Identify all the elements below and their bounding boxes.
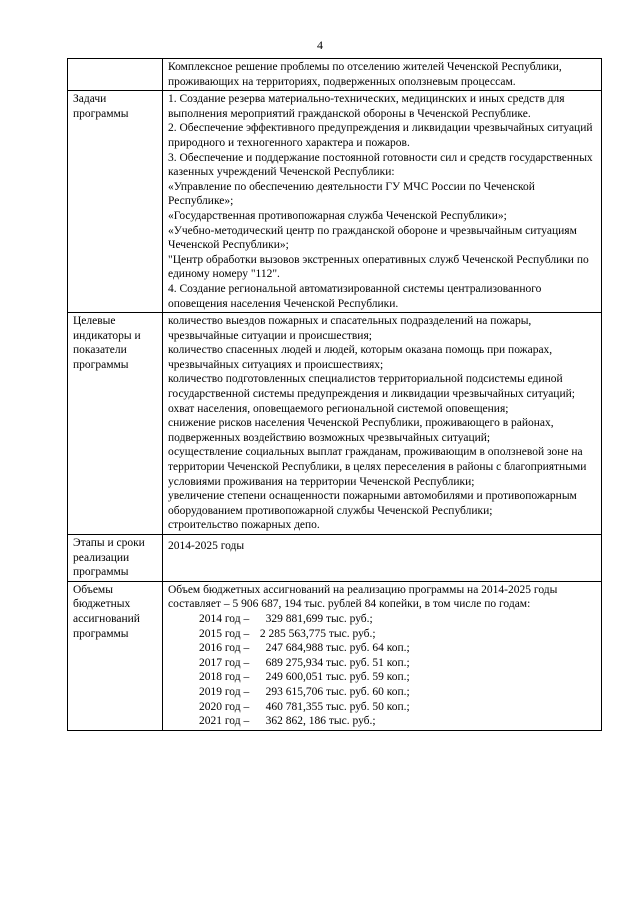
row-label-tasks: Задачи программы [68, 91, 163, 313]
budget-amount: 2 285 563,775 тыс. руб.; [257, 627, 376, 640]
budget-year: 2016 год – [199, 642, 250, 655]
budget-year-row [168, 656, 597, 671]
paragraph: строительство пожарных депо. [168, 519, 320, 532]
budget-year: 2020 год – [199, 700, 250, 713]
row-label-budget: Объемы бюджетных ассигнований программы [68, 581, 163, 730]
paragraph: охват населения, оповещаемого региональной системой оповещения; [168, 402, 509, 415]
row-content [163, 59, 602, 91]
paragraph: 4. Создание региональной автоматизированной системы централизованного оповещения населения Чеченской Республики. [168, 282, 542, 310]
table-row [68, 59, 602, 91]
row-content-indicators [163, 313, 602, 535]
paragraph: 2. Обеспечение эффективного предупреждения и ликвидации чрезвычайных ситуаций природного и техногенного характера и пожаров. [168, 122, 593, 149]
paragraph: «Учебно-методический центр по гражданской обороне и чрезвычайным ситуациям Чеченской Республики»; [168, 224, 577, 252]
budget-year-row [168, 685, 597, 700]
row-label [68, 59, 163, 91]
paragraph: количество спасенных людей и людей, которым оказана помощь при пожарах, чрезвычайных ситуациях и происшествиях; [168, 344, 553, 371]
budget-amount: 362 862, 186 тыс. руб.; [257, 715, 376, 728]
paragraph: 2014-2025 годы [168, 540, 245, 552]
row-content-budget [163, 581, 602, 730]
budget-year-row [168, 641, 597, 656]
paragraph: снижение рисков населения Чеченской Республики, проживающего в районах, подверженных воздействию возможных чрезвычайных ситуаций; [168, 417, 554, 444]
budget-year-row [168, 627, 597, 642]
paragraph: 1. Создание резерва материально-технических, медицинских и иных средств для выполнения мероприятий гражданской обороны в Чеченской Республике. [168, 93, 565, 120]
paragraph: "Центр обработки вызовов экстренных оперативных служб Чеченской Республики по единому номеру "112". [168, 253, 589, 281]
budget-year-row [168, 670, 597, 685]
paragraph: «Управление по обеспечению деятельности ГУ МЧС России по Чеченской Республике»; [168, 180, 535, 208]
table-row [68, 91, 602, 313]
row-content-tasks [163, 91, 602, 313]
budget-amount: 329 881,699 тыс. руб.; [257, 612, 373, 625]
budget-amount: 247 684,988 тыс. руб. 64 коп.; [257, 642, 410, 655]
paragraph: «Государственная противопожарная служба Чеченской Республики»; [168, 209, 507, 222]
paragraph: осуществление социальных выплат гражданам, проживающим в оползневой зоне на территории Чеченской Республики, в целях переселения в районы с благоприятными условиями проживания на территории Чеченской Республики; [168, 446, 587, 488]
paragraph: Комплексное решение проблемы по отселению жителей Чеченской Республики, проживающих на территориях, подверженных оползневым процессам. [168, 61, 562, 88]
budget-year: 2019 год – [199, 685, 250, 698]
table-row [68, 581, 602, 730]
budget-year-row [168, 612, 597, 627]
budget-amount: 689 275,934 тыс. руб. 51 коп.; [257, 656, 410, 669]
table-row [68, 313, 602, 535]
budget-year: 2014 год – [199, 612, 250, 625]
budget-amount: 293 615,706 тыс. руб. 60 коп.; [257, 685, 410, 698]
budget-year-row [168, 700, 597, 715]
budget-year: 2018 год – [199, 671, 250, 684]
paragraph: количество выездов пожарных и спасательных подразделений на пожары, чрезвычайные ситуации и происшествия; [168, 315, 532, 342]
table-row [68, 535, 602, 582]
budget-year: 2021 год – [199, 715, 250, 728]
row-label-stages: Этапы и сроки реализации программы [68, 535, 163, 582]
paragraph: Объем бюджетных ассигнований на реализацию программы на 2014-2025 годы составляет – 5 906 687, 194 тыс. рублей 84 копейки, в том числе по годам: [168, 583, 558, 611]
budget-amount: 249 600,051 тыс. руб. 59 коп.; [257, 671, 410, 684]
budget-year: 2017 год – [199, 656, 250, 669]
paragraph: 3. Обеспечение и поддержание постоянной готовности сил и средств государственных казенных учреждений Чеченской Республики: [168, 151, 593, 179]
budget-amount: 460 781,355 тыс. руб. 50 коп.; [257, 700, 410, 713]
paragraph: увеличение степени оснащенности пожарными автомобилями и противопожарным оборудованием противопожарной службы Чеченской Республики; [168, 490, 577, 517]
page-number: 4 [317, 38, 323, 52]
paragraph: количество подготовленных специалистов территориальной подсистемы единой государственной системы предупреждения и ликвидации чрезвычайных ситуаций; [168, 373, 575, 401]
row-label-indicators: Целевые индикаторы и показатели программы [68, 313, 163, 535]
budget-year: 2015 год – [199, 627, 250, 640]
program-passport-table [67, 58, 602, 731]
budget-year-row [168, 714, 597, 729]
row-content-stages [163, 535, 602, 582]
